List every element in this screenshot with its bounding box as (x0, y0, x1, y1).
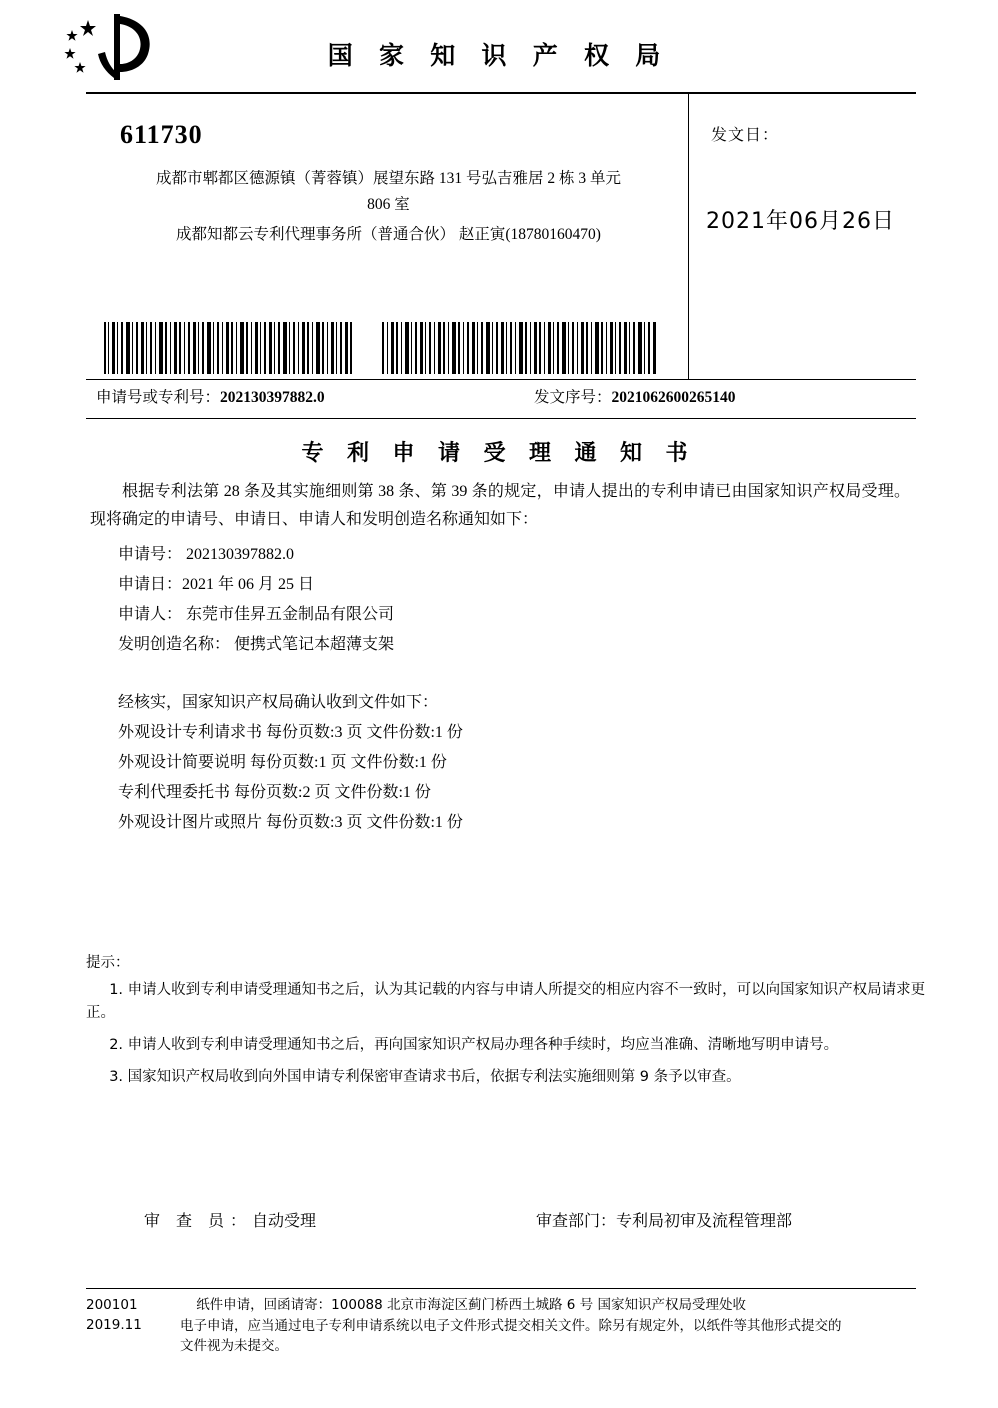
field-applicant: 申请人： 东莞市佳昇五金制品有限公司 (118, 606, 395, 623)
application-number-value: 202130397882.0 (220, 389, 325, 406)
numbers-row (86, 377, 916, 419)
addressee-agency: 成都知都云专利代理事务所（普通合伙） 赵正寅(18780160470) (176, 226, 601, 243)
field-invention-title: 发明创造名称： 便携式笔记本超薄支架 (118, 636, 395, 653)
footer-code-2: 2019.11 (86, 1317, 142, 1333)
note-item: 1. 申请人收到专利申请受理通知书之后，认为其记载的内容与申请人所提交的相应内容不一致时，可以向国家知识产权局请求更正。 (86, 982, 926, 1021)
issue-date-label: 发文日： (711, 127, 780, 144)
serial-number-value: 2021062600265140 (611, 389, 736, 406)
footer-code-1: 200101 (86, 1297, 138, 1313)
received-documents (86, 688, 916, 838)
serial-number-label: 发文序号： (534, 389, 612, 406)
note-item: 2. 申请人收到专利申请受理通知书之后，再向国家知识产权局办理各种手续时，均应当准确、清晰地写明申请号。 (109, 1037, 839, 1053)
department-label: 审查部门： (536, 1213, 617, 1230)
received-document-item: 外观设计专利请求书 每份页数:3 页 文件份数:1 份 (118, 724, 463, 741)
received-document-item: 专利代理委托书 每份页数:2 页 文件份数:1 份 (118, 784, 431, 801)
received-document-item: 外观设计图片或照片 每份页数:3 页 文件份数:1 份 (118, 814, 463, 831)
issue-date-value: 2021年06月26日 (706, 209, 895, 234)
notes-section (86, 952, 926, 1098)
department-value: 专利局初审及流程管理部 (616, 1213, 793, 1230)
footer-divider (86, 1288, 916, 1289)
note-item: 3. 国家知识产权局收到向外国申请专利保密审查请求书后，依据专利法实施细则第 9 条予以审查。 (109, 1069, 741, 1085)
document-body (86, 478, 916, 838)
addressee-box (86, 92, 916, 380)
field-application-number: 申请号： 202130397882.0 (118, 546, 295, 563)
footer-codes (86, 1295, 176, 1335)
serial-number (534, 385, 736, 407)
addressee-address-line2: 806 室 (367, 196, 410, 213)
field-application-date: 申请日：2021 年 06 月 25 日 (118, 576, 315, 593)
application-fields (86, 540, 916, 660)
application-number (96, 385, 325, 407)
document-title: 专 利 申 请 受 理 通 知 书 (301, 440, 697, 465)
postal-code: 611730 (120, 120, 203, 149)
examiner-block (144, 1208, 316, 1231)
barcode-application (104, 322, 354, 374)
box-vertical-divider (688, 94, 689, 379)
received-documents-head: 经核实，国家知识产权局确认收到文件如下： (118, 694, 439, 711)
application-number-label: 申请号或专利号： (96, 389, 221, 406)
footer-line-2: 电子申请，应当通过电子专利申请系统以电子文件形式提交相关文件。除另有规定外，以纸件等其他形式提交的 (180, 1318, 842, 1334)
body-paragraph: 根据专利法第 28 条及其实施细则第 38 条、第 39 条的规定，申请人提出的专利申请已由国家知识产权局受理。现将确定的申请号、申请日、申请人和发明创造名称通知如下： (90, 483, 910, 528)
office-title: 国 家 知 识 产 权 局 (327, 43, 671, 70)
document-header (0, 0, 998, 92)
examiner-label: 审 查 员： (144, 1213, 253, 1230)
footer-line-1: 纸件申请，回函请寄：100088 北京市海淀区蓟门桥西土城路 6 号 国家知识产权局受理处收 (196, 1297, 746, 1313)
addressee-address-line1: 成都市郫都区德源镇（菁蓉镇）展望东路 131 号弘吉雅居 2 栋 3 单元 (155, 170, 621, 187)
notes-head: 提示： (86, 955, 130, 971)
received-document-item: 外观设计简要说明 每份页数:1 页 文件份数:1 份 (118, 754, 447, 771)
department-block (536, 1208, 792, 1231)
footer-line-3: 文件视为未提交。 (180, 1338, 288, 1354)
examiner-value: 自动受理 (252, 1213, 317, 1230)
footer-text (180, 1295, 940, 1356)
barcode-serial (382, 322, 657, 374)
